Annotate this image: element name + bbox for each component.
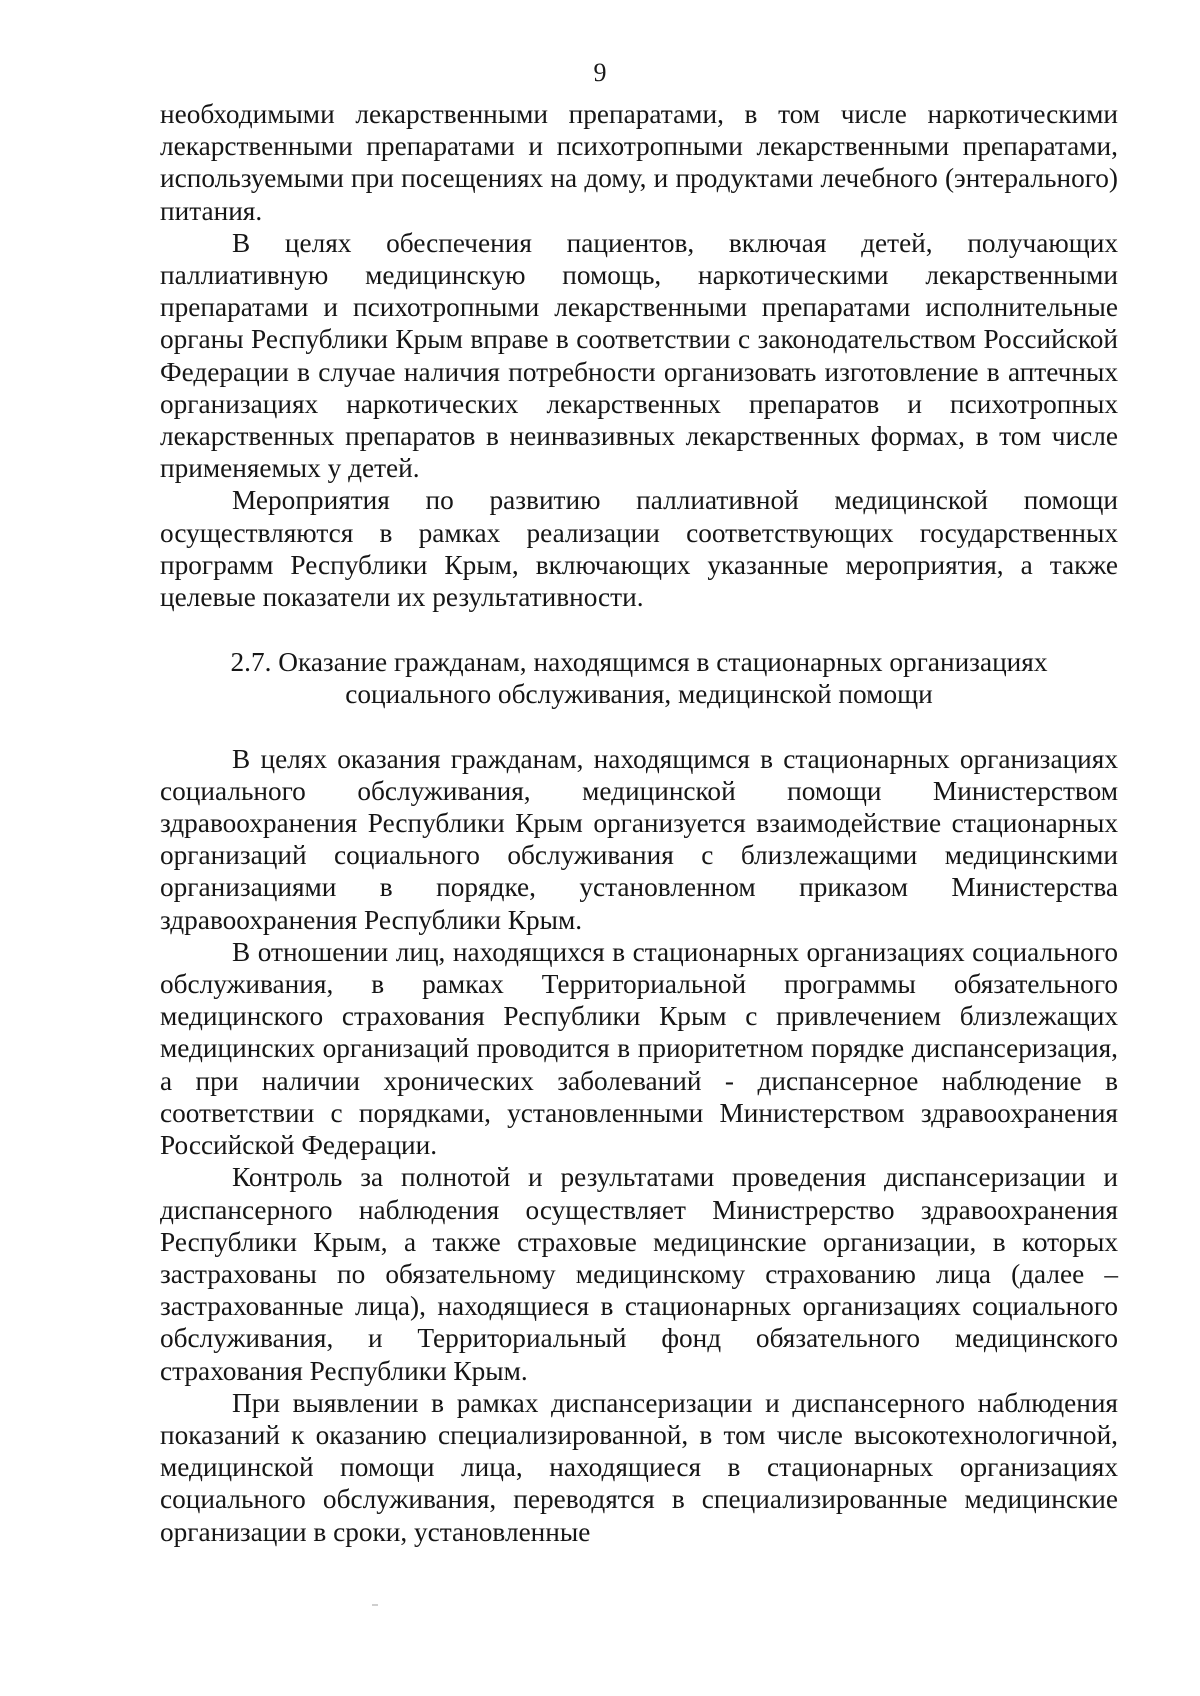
paragraph-palliative-drugs: В целях обеспечения пациентов, включая детей, получающих паллиативную медицинскую помощь, наркотическими лекарственными препаратами и психотропными лекарственными препаратами исполнительные органы Республики Крым вправе в соответствии с законодательством Российской Федерации в случае наличия потребности организовать изготовление в аптечных организациях наркотических лекарственных препаратов и психотропных лекарственных препаратов в неинвазивных лекарственных формах, в том числе применяемых у детей. xyxy=(160,227,1118,484)
section-heading-line-1: 2.7. Оказание гражданам, находящимся в стационарных организациях xyxy=(230,647,1048,678)
scan-mark xyxy=(372,1604,378,1606)
paragraph-interaction: В целях оказания гражданам, находящимся в стационарных организациях социального обслуживания, медицинской помощи Министерством здравоохранения Республики Крым организуется взаимодействие стационарных организаций социального обслуживания с близлежащими медицинскими организациями в порядке, установленном приказом Министерства здравоохранения Республики Крым. xyxy=(160,743,1118,935)
paragraph-continued: необходимыми лекарственными препаратами, в том числе наркотическими лекарственными препаратами и психотропными лекарственными препаратами, используемыми при посещениях на дому, и продуктами лечебного (энтерального) питания. xyxy=(160,99,1118,226)
paragraph-dispensary: В отношении лиц, находящихся в стационарных организациях социального обслуживания, в рамках Территориальной программы обязательного медицинского страхования Республики Крым с привлечением близлежащих медицинских организаций проводится в приоритетном порядке диспансеризация, а при наличии хронических заболеваний - диспансерное наблюдение в соответствии с порядками, установленными Министерством здравоохранения Российской Федерации. xyxy=(160,936,1118,1161)
document-body xyxy=(160,98,1118,1548)
section-heading-line-2: социального обслуживания, медицинской помощи xyxy=(345,679,933,710)
paragraph-control: Контроль за полнотой и результатами проведения диспансеризации и диспансерного наблюдения осуществляет Министрерство здравоохранения Республики Крым, а также страховые медицинские организации, в которых застрахованы по обязательному медицинскому страхованию лица (далее – застрахованные лица), находящиеся в стационарных организациях социального обслуживания, и Территориальный фонд обязательного медицинского страхования Республики Крым. xyxy=(160,1162,1118,1386)
section-heading xyxy=(160,646,1118,710)
paragraph-palliative-programs: Мероприятия по развитию паллиативной медицинской помощи осуществляются в рамках реализации соответствующих государственных программ Республики Крым, включающих указанные мероприятия, а также целевые показатели их результативности. xyxy=(160,485,1118,613)
paragraph-transfer: При выявлении в рамках диспансеризации и диспансерного наблюдения показаний к оказанию специализированной, в том числе высокотехнологичной, медицинской помощи лица, находящиеся в стационарных организациях социального обслуживания, переводятся в специализированные медицинские организации в сроки, установленные xyxy=(160,1387,1118,1547)
page-number: 9 xyxy=(593,58,607,87)
